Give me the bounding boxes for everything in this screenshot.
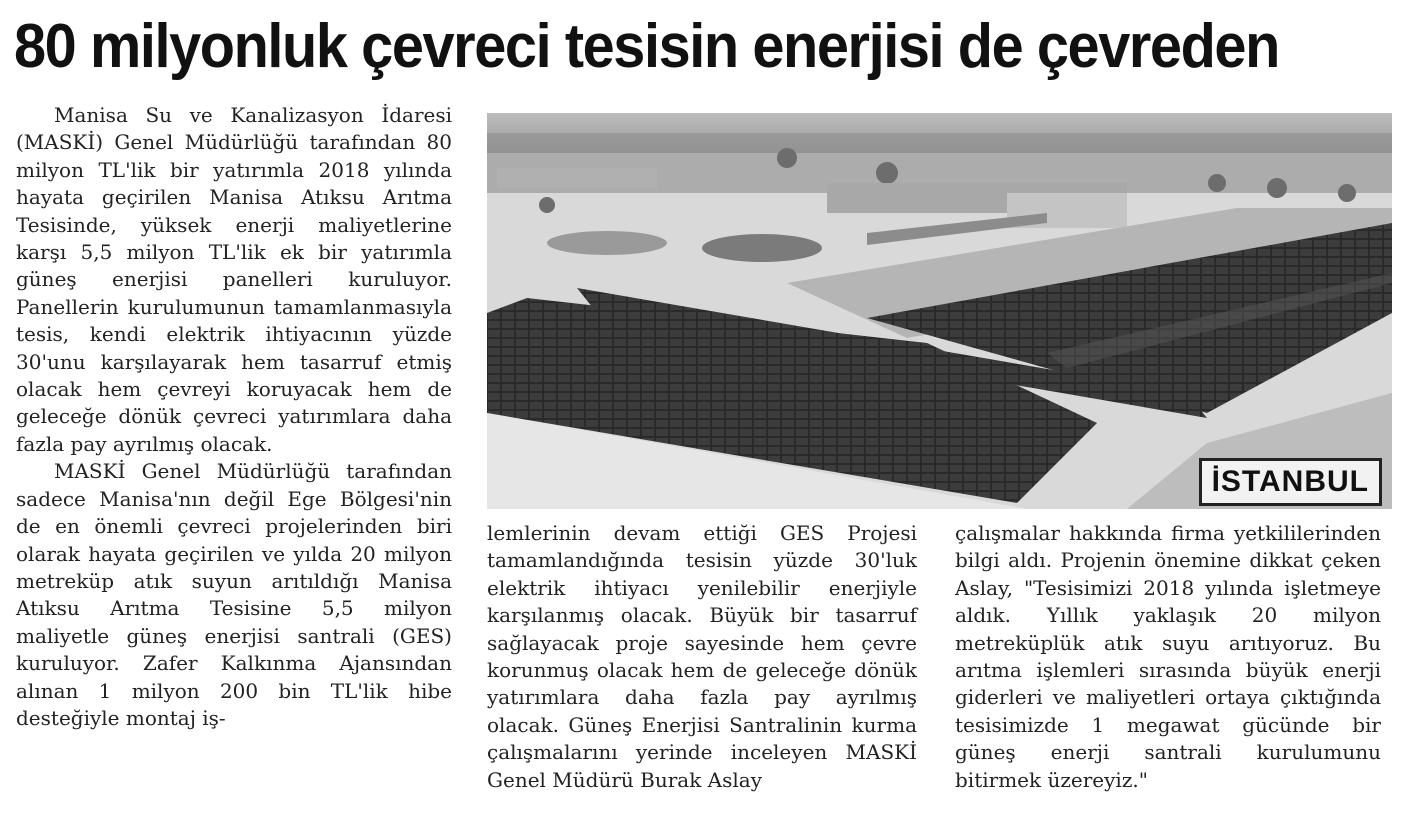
paragraph-1: Manisa Su ve Kanalizasyon İdaresi (MASKİ) Genel Müdürlüğü tarafından 80 milyon TL'lik bir yatırımla 2018 yılında hayata geçirilen Manisa Atıksu Arıtma Tesisinde, yüksek enerji maliyetlerine karşı 5,5 milyon TL'lik ek bir yatırımla güneş enerjisi panelleri kuruluyor. Panellerin kurulumunun tamamlanmasıyla tesis, kendi elektrik ihtiyacının yüzde 30'unu karşılayarak hem tasarruf etmiş olacak hem çevreyi koruyacak hem de geleceğe dönük çevreci yatırımlara daha fazla pay ayrılmış olacak. <box>16 103 452 456</box>
article-column-3 <box>955 520 1381 794</box>
paragraph-2: MASKİ Genel Müdürlüğü tarafından sadece Manisa'nın değil Ege Bölgesi'nin de en önemli çevreci projelerinden biri olarak hayata geçirilen ve yılda 20 milyon metreküp atık suyun arıtıldığı Manisa Atıksu Arıtma Tesisine 5,5 milyon maliyetle güneş enerjisi santrali (GES) kuruluyor. Zafer Kalkınma Ajansından alınan 1 milyon 200 bin TL'lik hibe desteğiyle montaj iş- <box>16 459 452 730</box>
paragraph-4: çalışmalar hakkında firma yetkililerinden bilgi aldı. Projenin önemine dikkat çeken Aslay, "Tesisimizi 2018 yılında işletmeye aldık. Yıllık yaklaşık 20 milyon metreküplük atık suyu arıtıyoruz. Bu arıtma işlemleri sırasında büyük enerji giderleri ve maliyetleri ortaya çıktığında tesisimizde 1 megawat gücünde bir güneş enerji santrali kurulumunu bitirmek üzereyiz." <box>955 521 1381 792</box>
solar-plant-aerial-photo-icon <box>487 113 1392 509</box>
solar-plant-photo <box>487 113 1392 509</box>
istanbul-badge: İSTANBUL <box>1199 458 1382 506</box>
article-column-1 <box>16 102 452 732</box>
headline: 80 milyonluk çevreci tesisin enerjisi de çevreden <box>14 12 1279 81</box>
paragraph-3: lemlerinin devam ettiği GES Projesi tamamlandığında tesisin yüzde 30'luk elektrik ihtiyacı yenilebilir enerjiyle karşılanmış olacak. Büyük bir tasarruf sağlayacak proje sayesinde hem çevre korunmuş olacak hem de geleceğe dönük yatırımlara daha fazla pay ayrılmış olacak. Güneş Enerjisi Santralinin kurma çalışmalarını yerinde inceleyen MASKİ Genel Müdürü Burak Aslay <box>487 521 917 792</box>
article-column-2 <box>487 520 917 794</box>
